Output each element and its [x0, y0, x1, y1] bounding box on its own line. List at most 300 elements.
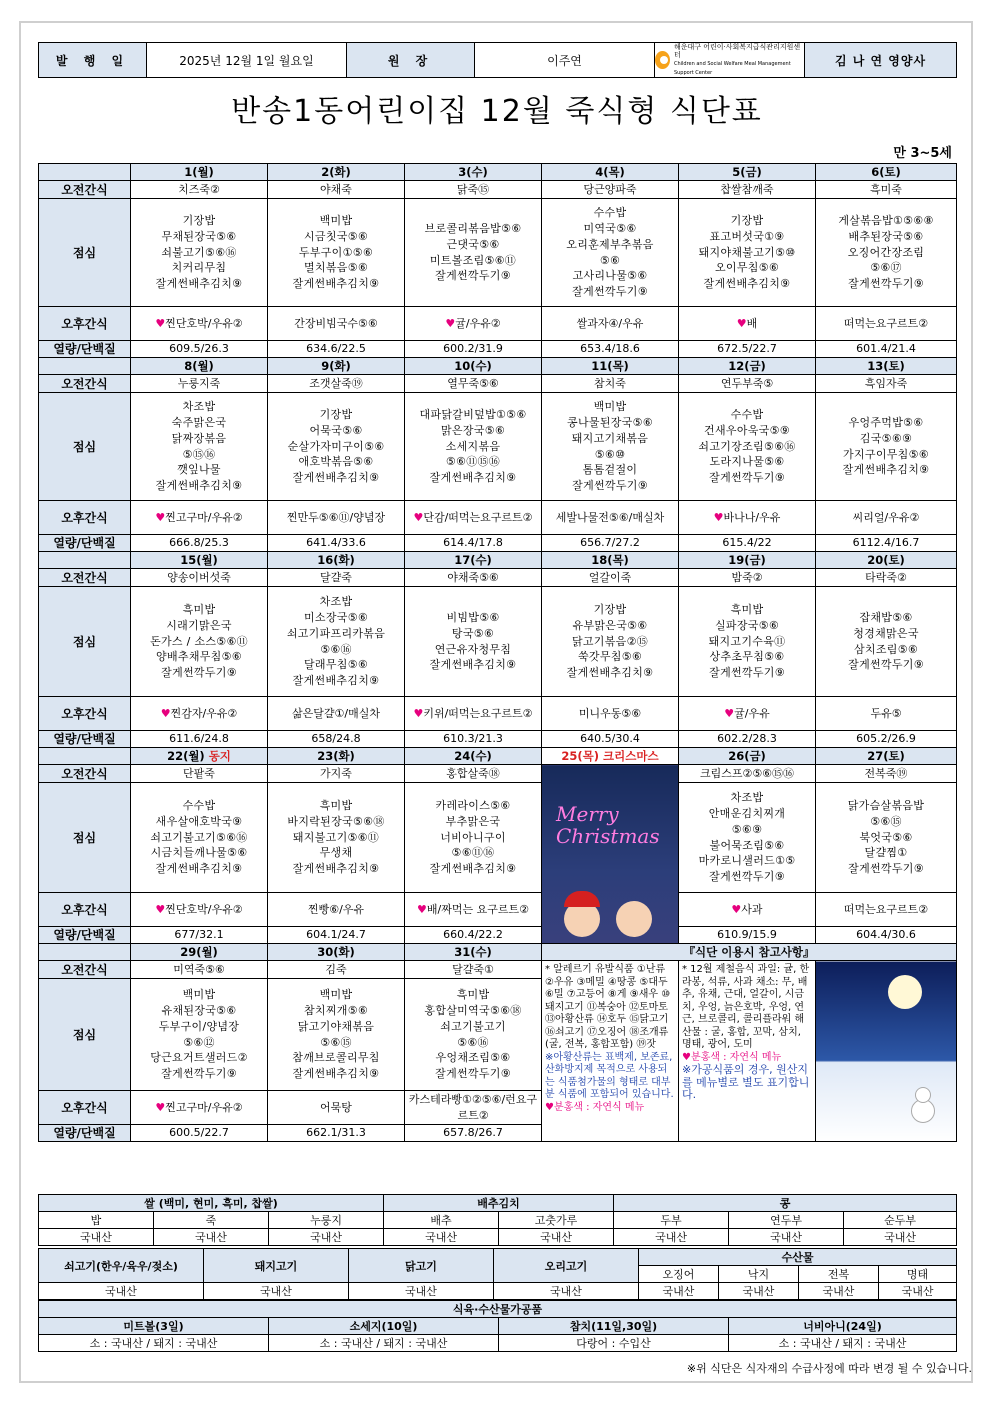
day-header: 5(금) — [679, 164, 816, 181]
seafood-item: 낙지 — [719, 1266, 799, 1283]
day-header: 4(목) — [542, 164, 679, 181]
origin-value: 국내산 — [844, 1229, 957, 1246]
lunch-item: 바지락된장국⑤⑥⑱ — [287, 814, 385, 828]
day-header: 19(금) — [679, 552, 816, 569]
lunch-item: 콩나물된장국⑤⑥ — [567, 415, 653, 429]
lunch-item: 돼지야채불고기⑤⑩ — [698, 245, 796, 259]
am-cell: 흑미죽 — [816, 181, 957, 199]
heart-icon: ♥ — [445, 316, 456, 330]
lunch-item: 대파닭갈비덮밥①⑤⑥ — [419, 408, 527, 421]
lunch-item: 수수밥 — [182, 799, 216, 812]
lunch-item: ⑤⑥⑮ — [320, 1035, 352, 1049]
kcal-row — [39, 341, 957, 358]
director-name: 이주연 — [475, 43, 655, 78]
issue-date-label: 발 행 일 — [39, 43, 147, 78]
lunch-item: 잘게썬배추김치⑨ — [155, 277, 243, 291]
lunch-cell — [542, 587, 679, 697]
am-row — [39, 375, 957, 393]
kimchi-title: 배추김치 — [384, 1195, 614, 1212]
lunch-item: 잘게썬배추김치⑨ — [292, 674, 380, 688]
kcal-cell: 605.2/26.9 — [816, 731, 957, 748]
processed-value: 소 : 국내산 / 돼지 : 국내산 — [269, 1335, 499, 1352]
lunch-item: 잘게썬배추김치⑨ — [703, 277, 791, 291]
processed-item: 소세지(10일) — [269, 1318, 499, 1335]
heart-icon: ♥ — [155, 902, 166, 916]
heart-icon: ♥ — [160, 706, 171, 720]
origin-item: 배추 — [384, 1212, 499, 1229]
meat-value: 국내산 — [494, 1283, 639, 1300]
am-cell: 참치죽 — [542, 375, 679, 393]
am-cell: 연두부죽⑤ — [679, 375, 816, 393]
center-logo: 해운대구 어린이·사회복지급식관리지원센터 Children and Social Welfare Meal Management Support Center — [655, 43, 805, 78]
pm-cell: ♥찐고구마/우유② — [131, 1091, 268, 1125]
lunch-item: 가지구이무침⑤⑥ — [843, 447, 929, 461]
lunch-item: 소세지볶음 — [445, 439, 501, 453]
origin-value: 국내산 — [39, 1229, 154, 1246]
santa-hat-icon — [564, 891, 600, 907]
lunch-item: 마카로니샐러드①⑤ — [698, 854, 796, 868]
origin-item: 죽 — [154, 1212, 269, 1229]
lunch-cell — [268, 979, 405, 1091]
lunch-cell — [542, 199, 679, 307]
pm-cell: 간장비빔국수⑤⑥ — [268, 307, 405, 341]
seasonal-text: * 12월 제철음식 과일: 귤, 한라봉, 석류, 사과 채소: 무, 배추, 유채, 근대, 얼갈이, 시금치, 우엉, 늙은호박, 우엉, 연근, 브로콜리, 콜리플라워 해산물 : 굴, 홍합, 꼬막, 삼치, 명태, 광어, 도미 — [682, 964, 810, 1050]
date-row-corner — [39, 358, 131, 375]
lunch-item: 잡채밥⑤⑥ — [859, 610, 913, 624]
lunch-item: 차조밥 — [730, 791, 764, 805]
heart-icon: ♥ — [413, 706, 424, 720]
lunch-item: 숙주맑은국 — [171, 415, 227, 429]
lunch-item: 비빔밥⑤⑥ — [446, 610, 500, 624]
row-label-kcal: 열량/단백질 — [39, 1125, 131, 1142]
kcal-cell: 610.3/21.3 — [405, 731, 542, 748]
lunch-item: ⑤⑥⑫ — [183, 1035, 215, 1049]
am-cell: 조갯살죽⑲ — [268, 375, 405, 393]
date-row — [39, 944, 957, 961]
day-header: 9(화) — [268, 358, 405, 375]
day-header: 15(월) — [131, 552, 268, 569]
kcal-cell: 609.5/26.3 — [131, 341, 268, 358]
seafood-item: 오징어 — [639, 1266, 719, 1283]
lunch-item: 당근요거트샐러드② — [150, 1051, 248, 1065]
lunch-cell — [268, 199, 405, 307]
lunch-cell — [679, 199, 816, 307]
lunch-item: 쇠고기불고기 — [440, 1019, 506, 1033]
lunch-cell — [131, 199, 268, 307]
pm-cell: ♥단감/떠먹는요구르트② — [405, 501, 542, 535]
seafood-value: 국내산 — [879, 1283, 957, 1300]
row-label-kcal: 열량/단백질 — [39, 731, 131, 748]
heart-icon: ♥ — [731, 902, 742, 916]
lunch-item: 기장밥 — [593, 603, 627, 616]
seafood-value: 국내산 — [799, 1283, 879, 1300]
day-header: 20(토) — [816, 552, 957, 569]
allergy-text: * 알레르기 유발식품 ①난류 ②우유 ③메밀 ④땅콩 ⑤대두 ⑥밀 ⑦고등어 ⑧게 ⑨새우 ⑩돼지고기 ⑪복숭아 ⑫토마토 ⑬아황산류 ⑭호두 ⑮닭고기 ⑯쇠고기 ⑰오징어 ⑱조개류(굴, 전복, 홍합포함) ⑲잣 — [545, 964, 671, 1050]
kcal-cell: 610.9/15.9 — [679, 927, 816, 944]
lunch-cell — [268, 393, 405, 501]
lunch-item: 흑미밥 — [730, 603, 764, 616]
lunch-item: 잘게썬배추김치⑨ — [292, 862, 380, 876]
row-label-kcal: 열량/단백질 — [39, 341, 131, 358]
day-header: 23(화) — [268, 748, 405, 765]
lunch-item: 달걀찜① — [864, 846, 908, 860]
lunch-item: 흑미밥 — [456, 988, 490, 1002]
heart-icon: ♥ — [417, 902, 427, 916]
kcal-row — [39, 927, 957, 944]
pm-cell: 떠먹는요구르트② — [816, 893, 957, 927]
christmas-greeting: Merry Christmas — [556, 802, 660, 848]
pm-cell: ♥사과 — [679, 893, 816, 927]
lunch-item: 잘게썬배추김치⑨ — [429, 862, 517, 876]
lunch-item: 시래기맑은국 — [166, 618, 232, 632]
origin-value: 국내산 — [614, 1229, 729, 1246]
lunch-row — [39, 199, 957, 307]
kcal-cell: 614.4/17.8 — [405, 535, 542, 552]
nutritionist: 김 나 연 영양사 — [805, 43, 957, 78]
am-cell: 치즈죽② — [131, 181, 268, 199]
day-header: 18(목) — [542, 552, 679, 569]
menu-table — [38, 163, 957, 1142]
lunch-item: 잘게썬깍두기⑨ — [848, 862, 924, 876]
seafood-value: 국내산 — [719, 1283, 799, 1300]
lunch-item: 잘게썬배추김치⑨ — [429, 658, 517, 672]
seafood-value: 국내산 — [639, 1283, 719, 1300]
kcal-cell: 602.2/28.3 — [679, 731, 816, 748]
lunch-cell — [268, 783, 405, 893]
lunch-item: 너비아니구이 — [440, 830, 506, 844]
bean-title: 콩 — [614, 1195, 957, 1212]
pm-cell: ♥귤/우유 — [679, 697, 816, 731]
date-row — [39, 748, 957, 765]
seafood-item: 명태 — [879, 1266, 957, 1283]
day-header: 22(월) 동지 — [131, 748, 268, 765]
center-logo-icon — [655, 51, 670, 69]
lunch-item: 잘게썬깍두기⑨ — [709, 870, 785, 884]
lunch-cell — [816, 199, 957, 307]
origin-item: 연두부 — [729, 1212, 844, 1229]
day-header: 11(목) — [542, 358, 679, 375]
lunch-item: 참치찌개⑤⑥ — [303, 1003, 369, 1017]
lunch-row — [39, 393, 957, 501]
day-header: 24(수) — [405, 748, 542, 765]
lunch-item: ⑤⑥⑰ — [870, 261, 902, 275]
lunch-cell — [816, 393, 957, 501]
lunch-item: 두부구이/양념장 — [158, 1019, 240, 1033]
kcal-cell: 615.4/22 — [679, 535, 816, 552]
lunch-item: 수수밥 — [593, 206, 627, 220]
lunch-item: 잘게썬깍두기⑨ — [435, 269, 511, 283]
heart-icon: ♥ — [713, 510, 724, 524]
lunch-cell — [405, 587, 542, 697]
origin-item: 누룽지 — [269, 1212, 384, 1229]
lunch-item: 쇠불고기⑤⑥⑯ — [161, 245, 237, 259]
pm-row — [39, 893, 957, 927]
lunch-item: 오이무침⑤⑥ — [714, 261, 780, 275]
pm-cell: ♥배/짜먹는 요구르트② — [405, 893, 542, 927]
pm-cell: ♥찐단호박/우유② — [131, 307, 268, 341]
meat-value: 국내산 — [204, 1283, 349, 1300]
lunch-item: 잘게썬배추김치⑨ — [155, 862, 243, 876]
lunch-item: 닭고기볶음②⑮ — [571, 634, 649, 648]
day-header: 10(수) — [405, 358, 542, 375]
lunch-cell — [405, 199, 542, 307]
lunch-item: 표고버섯국①⑨ — [709, 229, 785, 243]
lunch-row — [39, 783, 957, 893]
snowman-head-icon — [915, 1087, 931, 1103]
heart-icon: ♥ — [413, 510, 424, 524]
origin-value: 국내산 — [384, 1229, 499, 1246]
lunch-cell — [816, 783, 957, 893]
issue-date: 2025년 12월 1일 월요일 — [147, 43, 347, 78]
lunch-item: 백미밥 — [182, 988, 216, 1002]
processed-value: 소 : 국내산 / 돼지 : 국내산 — [39, 1335, 269, 1352]
allergy-legend: ♥분홍색 : 자연식 메뉴 — [545, 1101, 645, 1113]
heart-icon: ♥ — [724, 706, 735, 720]
lunch-item: 닭가슴살볶음밥 — [847, 799, 925, 812]
row-label-pm: 오후간식 — [39, 501, 131, 535]
lunch-item: 잘게썬깍두기⑨ — [435, 1067, 511, 1081]
am-row — [39, 569, 957, 587]
pm-cell: ♥찐고구마/우유② — [131, 501, 268, 535]
row-label-lunch: 점심 — [39, 393, 131, 501]
pm-row — [39, 697, 957, 731]
footer-note: ※위 식단은 식자재의 수급사정에 따라 변경 될 수 있습니다. — [686, 1362, 972, 1375]
lunch-item: 잘게썬깍두기⑨ — [572, 285, 648, 299]
origin-item: 밥 — [39, 1212, 154, 1229]
kcal-cell: 653.4/18.6 — [542, 341, 679, 358]
day-header: 3(수) — [405, 164, 542, 181]
kcal-cell: 604.1/24.7 — [268, 927, 405, 944]
kcal-cell: 640.5/30.4 — [542, 731, 679, 748]
lunch-cell — [405, 393, 542, 501]
processed-item: 참치(11일,30일) — [499, 1318, 729, 1335]
date-row — [39, 552, 957, 569]
lunch-item: 시금칫국⑤⑥ — [303, 229, 369, 243]
am-row — [39, 961, 957, 979]
am-cell: 밤죽② — [679, 569, 816, 587]
header-table — [38, 42, 957, 78]
am-row — [39, 181, 957, 199]
lunch-cell — [131, 979, 268, 1091]
pm-cell: 카스테라빵①②⑤⑥/런요구르트② — [405, 1091, 542, 1125]
am-row — [39, 765, 957, 783]
lunch-item: 미역국⑤⑥ — [583, 221, 637, 235]
lunch-item: 맑은장국⑤⑥ — [440, 423, 506, 437]
seasonal-info — [679, 961, 816, 1142]
lunch-item: 흑미밥 — [182, 603, 216, 616]
pm-cell: 어묵탕 — [268, 1091, 405, 1125]
heart-icon: ♥ — [155, 510, 166, 524]
christmas-illustration — [542, 765, 679, 944]
lunch-item: 잘게썬깍두기⑨ — [572, 479, 648, 493]
lunch-item: 잘게썬깍두기⑨ — [848, 277, 924, 291]
lunch-item: ⑤⑥⑪⑮⑯ — [445, 455, 501, 469]
row-label-pm: 오후간식 — [39, 893, 131, 927]
lunch-cell — [131, 587, 268, 697]
am-cell: 단팥죽 — [131, 765, 268, 783]
director-label: 원 장 — [347, 43, 475, 78]
lunch-item: 기장밥 — [319, 408, 353, 421]
am-cell: 가지죽 — [268, 765, 405, 783]
lunch-item: 탕국⑤⑥ — [451, 626, 495, 640]
origin-item: 고춧가루 — [499, 1212, 614, 1229]
kcal-cell: 611.6/24.8 — [131, 731, 268, 748]
lunch-item: 안매운김치찌개 — [708, 806, 786, 820]
lunch-item: 두부구이①⑤⑥ — [298, 245, 374, 259]
day-header: 8(월) — [131, 358, 268, 375]
meat-chicken: 닭고기 — [349, 1249, 494, 1283]
am-cell: 김죽 — [268, 961, 405, 979]
lunch-item: 우엉주먹밥⑤⑥ — [848, 415, 924, 429]
date-row-corner — [39, 552, 131, 569]
lunch-item: 건새우아욱국⑤⑨ — [704, 423, 790, 437]
processed-item: 너비아니(24일) — [729, 1318, 957, 1335]
kcal-cell: 601.4/21.4 — [816, 341, 957, 358]
lunch-item: 브로콜리볶음밥⑤⑥ — [424, 221, 522, 235]
day-header: 26(금) — [679, 748, 816, 765]
lunch-cell — [542, 393, 679, 501]
lunch-item: 무생채 — [319, 846, 353, 860]
lunch-item: 불어묵조림⑤⑥ — [709, 838, 785, 852]
lunch-cell — [131, 783, 268, 893]
meat-pork: 돼지고기 — [204, 1249, 349, 1283]
day-header: 12(금) — [679, 358, 816, 375]
am-cell: 달걀죽 — [268, 569, 405, 587]
lunch-item: 돼지불고기⑤⑥⑪ — [292, 830, 380, 844]
lunch-item: 치커리무침 — [171, 261, 227, 275]
am-cell: 당근양파죽 — [542, 181, 679, 199]
kcal-cell: 666.8/25.3 — [131, 535, 268, 552]
am-cell: 홍합살죽⑱ — [405, 765, 542, 783]
lunch-item: ⑤⑮⑯ — [182, 447, 216, 461]
day-header: 1(월) — [131, 164, 268, 181]
date-row — [39, 358, 957, 375]
pm-cell: 삶은달걀①/매실차 — [268, 697, 405, 731]
pm-cell: 찐빵⑥/우유 — [268, 893, 405, 927]
lunch-item: 잘게썬배추김치⑨ — [429, 471, 517, 485]
lunch-item: 미소장국⑤⑥ — [303, 610, 369, 624]
am-cell: 야채죽⑤⑥ — [405, 569, 542, 587]
heart-icon: ♥ — [155, 1100, 166, 1114]
kcal-cell: 656.7/27.2 — [542, 535, 679, 552]
winter-illustration — [816, 961, 957, 1142]
lunch-item: 상추초무침⑤⑥ — [709, 650, 785, 664]
am-cell: 크림스프②⑤⑥⑮⑯ — [679, 765, 816, 783]
lunch-item: 돼지고기채볶음 — [571, 431, 649, 445]
am-cell: 찹쌀참깨죽 — [679, 181, 816, 199]
lunch-item: 실파장국⑤⑥ — [714, 618, 780, 632]
pm-cell: 세발나물전⑤⑥/매실차 — [542, 501, 679, 535]
origin-value: 국내산 — [729, 1229, 844, 1246]
meat-beef: 쇠고기(한우/육우/젖소) — [39, 1249, 204, 1283]
lunch-item: 차조밥 — [319, 595, 353, 609]
day-note: 동지 — [204, 749, 231, 763]
row-label-kcal: 열량/단백질 — [39, 535, 131, 552]
am-cell: 달걀죽① — [405, 961, 542, 979]
lunch-item: 기장밥 — [182, 214, 216, 227]
pm-cell: ♥배 — [679, 307, 816, 341]
lunch-cell — [268, 587, 405, 697]
lunch-item: 김국⑤⑥⑨ — [859, 431, 913, 445]
lunch-item: ⑤⑥⑪⑯ — [451, 846, 495, 860]
lunch-item: 달래무침⑤⑥ — [303, 658, 369, 672]
processed-item: 미트볼(3일) — [39, 1318, 269, 1335]
meat-value: 국내산 — [39, 1283, 204, 1300]
lunch-item: ⑤⑥ — [599, 253, 621, 267]
age-group: 만 3~5세 — [893, 146, 952, 161]
lunch-item: 잘게썬깍두기⑨ — [848, 658, 924, 672]
row-label-lunch: 점심 — [39, 783, 131, 893]
lunch-item: 멸치볶음⑤⑥ — [303, 261, 369, 275]
lunch-item: 북엇국⑤⑥ — [859, 830, 913, 844]
am-cell: 흑임자죽 — [816, 375, 957, 393]
pm-cell: 쌀과자④/우유 — [542, 307, 679, 341]
am-cell: 타락죽② — [816, 569, 957, 587]
lunch-cell — [131, 393, 268, 501]
row-label-pm: 오후간식 — [39, 697, 131, 731]
lunch-item: ⑤⑥⑩ — [594, 447, 626, 461]
lunch-item: 잘게썬배추김치⑨ — [292, 277, 380, 291]
lunch-item: 유채된장국⑤⑥ — [161, 1003, 237, 1017]
lunch-item: 유부맑은국⑤⑥ — [572, 618, 648, 632]
pm-cell: ♥바나나/우유 — [679, 501, 816, 535]
allergy-note: ※아황산류는 표백제, 보존료, 산화방지제 목적으로 사용되는 식품첨가물의 형태로 대부분 식품에 포함되어 있습니다. — [545, 1051, 674, 1100]
kcal-cell: 634.6/22.5 — [268, 341, 405, 358]
row-label-lunch: 점심 — [39, 587, 131, 697]
page-title: 반송1동어린이집 12월 죽식형 식단표 — [231, 94, 763, 129]
processed-title: 식육·수산물가공품 — [39, 1301, 957, 1318]
lunch-item: 삼치조림⑤⑥ — [853, 642, 919, 656]
processed-value: 소 : 국내산 / 돼지 : 국내산 — [729, 1335, 957, 1352]
row-label-am: 오전간식 — [39, 569, 131, 587]
lunch-item: ⑤⑥⑮ — [870, 814, 902, 828]
am-cell: 누룽지죽 — [131, 375, 268, 393]
meat-duck: 오리고기 — [494, 1249, 639, 1283]
day-header: 27(토) — [816, 748, 957, 765]
lunch-item: 톰톰겉절이 — [582, 463, 638, 477]
seasonal-legend: ♥분홍색 : 자연식 메뉴 — [682, 1051, 782, 1063]
lunch-item: 잘게썬깍두기⑨ — [709, 471, 785, 485]
origin-item: 두부 — [614, 1212, 729, 1229]
origin-item: 순두부 — [844, 1212, 957, 1229]
lunch-item: 쇠고기불고기⑤⑥⑯ — [150, 830, 248, 844]
pm-cell: 찐만두⑤⑥⑪/양념장 — [268, 501, 405, 535]
origin-table-meat — [38, 1248, 957, 1300]
lunch-item: 차조밥 — [182, 400, 216, 414]
row-label-pm: 오후간식 — [39, 1091, 131, 1125]
lunch-item: 잘게썬배추김치⑨ — [842, 463, 930, 477]
lunch-item: 잘게썬깍두기⑨ — [161, 1067, 237, 1081]
kcal-cell: 660.4/22.2 — [405, 927, 542, 944]
row-label-kcal: 열량/단백질 — [39, 927, 131, 944]
lunch-item: 깻잎나물 — [177, 463, 221, 477]
heart-icon: ♥ — [155, 316, 166, 330]
lunch-item: 근댓국⑤⑥ — [446, 237, 500, 251]
processed-value: 다랑어 : 수입산 — [499, 1335, 729, 1352]
lunch-item: 백미밥 — [319, 988, 353, 1002]
lunch-item: 카레라이스⑤⑥ — [435, 799, 511, 812]
kcal-cell: 662.1/31.3 — [268, 1125, 405, 1142]
heart-icon: ♥ — [736, 316, 747, 330]
lunch-item: 쇠고기파프리카볶음 — [286, 626, 386, 640]
day-header: 13(토) — [816, 358, 957, 375]
lunch-item: 오리훈제부추볶음 — [566, 237, 654, 251]
pm-cell: ♥귤/우유② — [405, 307, 542, 341]
lunch-item: 게살볶음밥①⑤⑥⑧ — [838, 214, 934, 227]
lunch-cell — [816, 587, 957, 697]
row-label-am: 오전간식 — [39, 375, 131, 393]
am-cell: 얼갈이죽 — [542, 569, 679, 587]
